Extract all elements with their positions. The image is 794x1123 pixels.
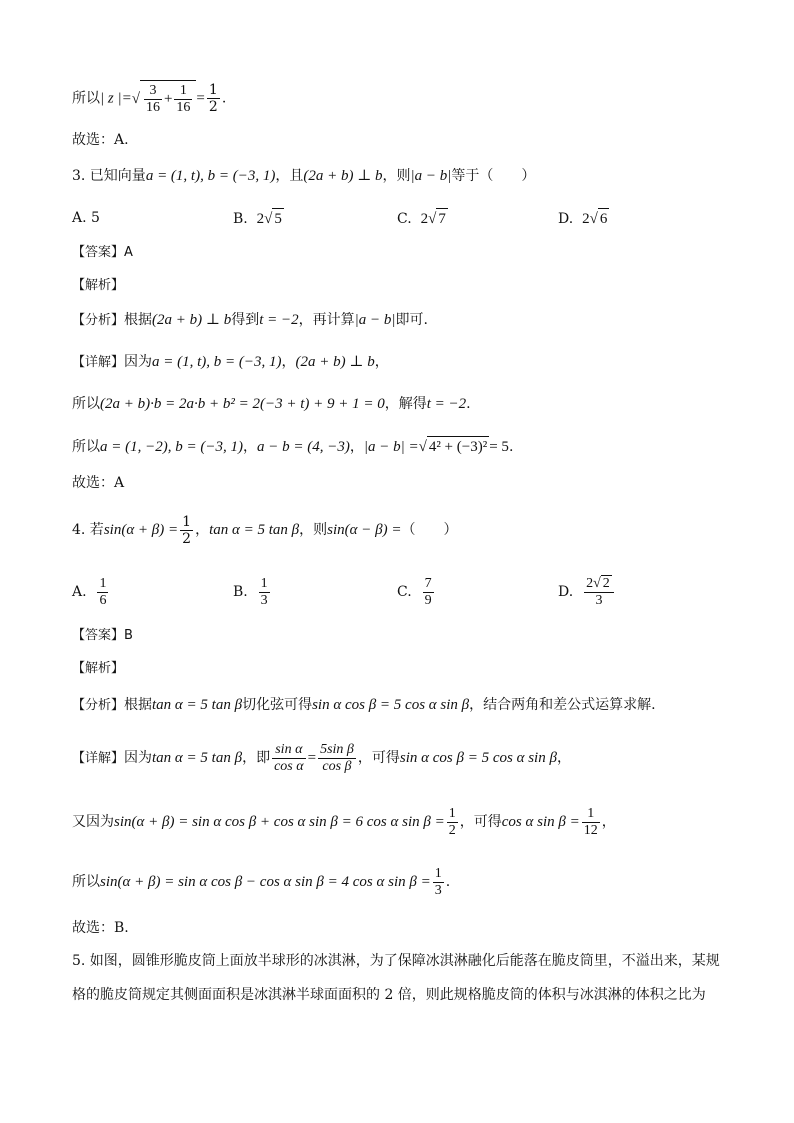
text: .	[466, 396, 471, 412]
option-c	[397, 574, 436, 610]
frac-num: sin α	[272, 742, 306, 759]
option-a	[72, 574, 110, 610]
text: ，	[349, 439, 364, 455]
math-abs: |a − b|	[410, 168, 452, 184]
text: ，	[601, 814, 616, 830]
radicand: 4² + (−3)²	[427, 436, 489, 457]
frac-den: 2	[208, 99, 218, 115]
text: 等于（ ）	[451, 168, 536, 184]
math: |a − b| =	[363, 439, 419, 455]
math: = 5	[489, 439, 509, 455]
q4-step-2	[72, 862, 450, 902]
math: sin(α + β) = sin α cos β − cos α sin β = 4 cos α sin β =	[100, 874, 431, 890]
text: 即可.	[395, 312, 428, 328]
option-label: B.	[233, 584, 248, 600]
frac-num: 1	[434, 865, 442, 881]
answer-choice-line: 故选：A.	[72, 132, 129, 148]
tag: 【详解】	[72, 355, 125, 370]
q3-choice: 故选：A	[72, 475, 125, 491]
frac-den: 2	[448, 822, 456, 838]
option-label: B.	[233, 211, 248, 227]
text: 因为	[124, 750, 153, 766]
frac-num: 1	[208, 82, 218, 98]
answer-tag: 【答案】A	[72, 245, 133, 260]
text: 切化弦可得	[242, 697, 313, 713]
frac-den: 9	[424, 592, 432, 608]
answer-tag: 【答案】B	[72, 628, 133, 643]
text: ，	[556, 750, 571, 766]
text: ，可得	[357, 750, 400, 766]
question-3	[72, 166, 535, 186]
text: .	[508, 439, 514, 455]
text: ，结合两角和差公式运算求解.	[469, 697, 656, 713]
option-label: A.	[72, 584, 87, 600]
q4-detail	[72, 738, 571, 779]
text: ，	[281, 354, 296, 370]
text: 所以	[72, 874, 100, 890]
math: a = (1, t), b = (−3, 1)	[152, 354, 282, 370]
text: ，再计算	[298, 312, 355, 328]
q4-analysis	[72, 695, 656, 716]
period: .	[221, 90, 227, 107]
text: 根据	[124, 697, 153, 713]
frac-num: 7	[424, 575, 432, 591]
text: ，解得	[384, 396, 427, 412]
q3-step-2: 所以a = (1, −2), b = (−3, 1)，a − b = (4, −3)，|a − b| =√ 4² + (−3)² = 5.	[72, 436, 513, 457]
tag: 【分析】	[72, 698, 125, 713]
text: 所以	[72, 396, 100, 412]
q4-step-1	[72, 802, 616, 842]
question-5-line-2: 格的脆皮筒规定其侧面面积是冰淇淋半球面面积的 2 倍，则此规格脆皮筒的体积与冰淇淋的体积之比为	[72, 987, 706, 1003]
text: ，则	[299, 522, 328, 538]
tag: 【详解】	[72, 751, 125, 766]
text: .	[445, 874, 451, 890]
frac-num: 1	[182, 513, 192, 530]
plus: +	[163, 91, 173, 107]
math: t = −2	[426, 396, 467, 412]
math: |a − b|	[354, 312, 396, 328]
text: ，	[242, 439, 257, 455]
math: sin(α + β) = sin α cos β + cos α sin β = 6 cos α sin β =	[114, 814, 445, 830]
coef: 2	[256, 211, 265, 227]
option-b	[233, 574, 272, 610]
option-a: A. 5	[72, 210, 100, 226]
text: ，	[374, 354, 389, 370]
sqrt-expression: √ $\frac{3}{16}$ + $\frac{1}{16}$	[132, 80, 197, 117]
q3-analysis	[72, 310, 428, 331]
analysis-tag: 【解析】	[72, 278, 125, 293]
question-4	[72, 512, 457, 548]
question-5-line-1: 5. 如图，圆锥形脆皮筒上面放半球形的冰淇淋，为了保障冰淇淋融化后能落在脆皮筒里，不溢出来，某规	[72, 953, 720, 969]
frac-den: cos α	[274, 758, 304, 774]
frac-den: 3	[434, 882, 442, 898]
question-number: 4. 若	[72, 522, 104, 538]
q3-step-1	[72, 394, 471, 414]
frac-num: 3	[144, 83, 162, 100]
option-c: C. 2√ 7	[397, 208, 448, 229]
frac-den: 6	[99, 592, 107, 608]
math: tan α = 5 tan β	[152, 697, 243, 713]
text: ，且	[275, 168, 304, 184]
math-vectors: a = (1, t), b = (−3, 1)	[145, 168, 276, 184]
text: 所以	[72, 439, 100, 455]
math-perp: (2a + b) ⊥ b	[303, 168, 383, 184]
text: ，	[195, 522, 210, 538]
math: a = (1, −2), b = (−3, 1)	[100, 439, 243, 455]
equals: =	[307, 750, 317, 766]
math: tan α = 5 tan β	[209, 522, 300, 538]
math: sin(α + β) =	[103, 522, 179, 538]
option-d: D. 2√ 6	[558, 208, 609, 229]
text: ，则	[382, 168, 411, 184]
frac-num: 1	[99, 575, 107, 591]
radicand: 6	[598, 208, 610, 229]
radicand: 2	[602, 576, 610, 591]
frac-num: 1	[260, 575, 268, 591]
text: 得到	[231, 312, 260, 328]
math: cos α sin β =	[501, 814, 580, 830]
text: 因为	[124, 354, 153, 370]
option-label: C.	[397, 584, 412, 600]
analysis-tag: 【解析】	[72, 661, 125, 676]
math-z-abs: | z |=	[100, 90, 132, 107]
text: 所以	[72, 90, 100, 107]
coef: 2	[586, 576, 594, 591]
result-line	[72, 80, 226, 117]
math: (2a + b)·b = 2a·b + b² = 2(−3 + t) + 9 + 1 = 0	[100, 396, 385, 412]
option-label: D.	[558, 211, 574, 227]
radicand: 5	[272, 208, 284, 229]
option-b: B. 2√ 5	[233, 208, 284, 229]
radicand: 7	[436, 208, 448, 229]
q4-choice: 故选：B.	[72, 920, 129, 936]
frac-den: 2	[182, 530, 192, 547]
text: 又因为	[72, 814, 114, 830]
frac-den: 3	[595, 593, 603, 608]
frac-num: 1	[582, 806, 600, 823]
text: （ ）	[401, 522, 458, 538]
math: tan α = 5 tan β	[152, 750, 243, 766]
option-label: D.	[558, 584, 574, 600]
tag: 【分析】	[72, 313, 125, 328]
frac-den: cos β	[322, 758, 352, 774]
option-d: D. $\frac{2√ 2}{3}$	[558, 574, 616, 610]
math: t = −2	[259, 312, 299, 328]
frac-den: 16	[145, 100, 160, 116]
equals: =	[196, 90, 205, 107]
math: sin(α − β) =	[327, 522, 402, 538]
frac-den: 3	[260, 592, 268, 608]
frac-num: 1	[174, 83, 192, 100]
math: sin α cos β = 5 cos α sin β	[399, 750, 557, 766]
math: (2a + b) ⊥ b	[152, 312, 232, 328]
frac-num: 1	[448, 805, 456, 821]
coef: 2	[420, 211, 429, 227]
frac-den: 16	[176, 100, 191, 116]
frac-num: 5sin β	[320, 741, 354, 757]
coef: 2	[582, 211, 590, 227]
text: ，即	[242, 750, 271, 766]
math: sin α cos β = 5 cos α sin β	[312, 697, 470, 713]
math: (2a + b) ⊥ b	[295, 354, 375, 370]
q3-detail	[72, 352, 389, 373]
option-label: C.	[397, 211, 412, 227]
math: a − b = (4, −3)	[256, 439, 350, 455]
text: ，可得	[459, 814, 502, 830]
frac-den: 12	[583, 822, 598, 838]
question-number: 3. 已知向量	[72, 168, 146, 184]
text: 根据	[124, 312, 153, 328]
